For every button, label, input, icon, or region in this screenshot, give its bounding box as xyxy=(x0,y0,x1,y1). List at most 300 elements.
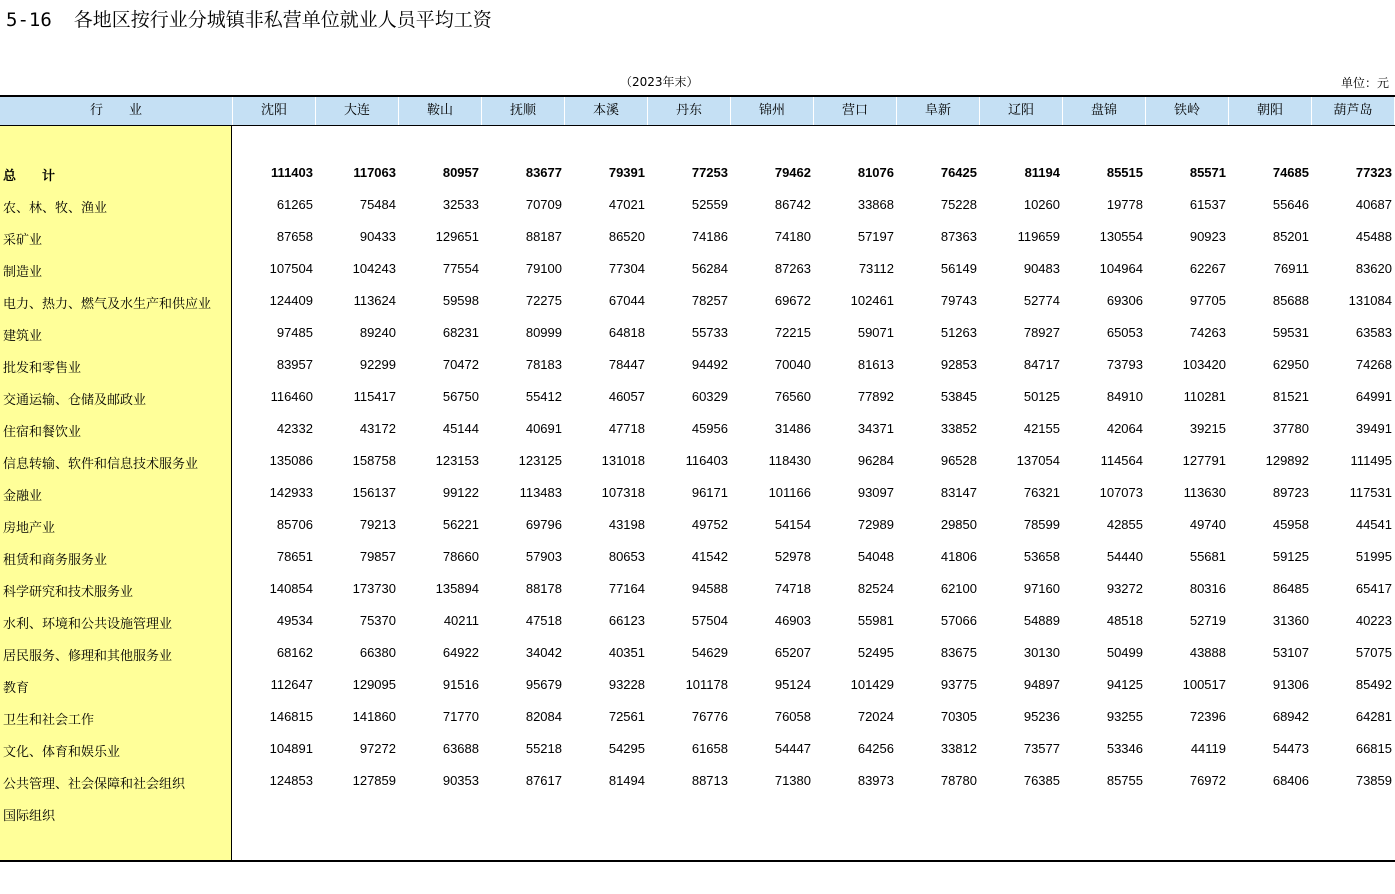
unit-label: 单位：元 xyxy=(1340,76,1389,90)
table-cell: 94897 xyxy=(1023,677,1060,692)
table-cell: 91306 xyxy=(1272,677,1309,692)
table-cell: 79462 xyxy=(774,165,811,180)
table-cell: 97272 xyxy=(359,741,396,756)
table-cell: 89723 xyxy=(1272,485,1309,500)
table-cell: 42855 xyxy=(1106,517,1143,532)
table-cell: 59531 xyxy=(1272,325,1309,340)
table-cell: 53346 xyxy=(1106,741,1143,756)
table-cell: 96284 xyxy=(857,453,894,468)
table-number: 5-16 xyxy=(6,9,52,31)
table-cell: 113483 xyxy=(519,485,562,500)
table-cell: 124409 xyxy=(269,293,313,308)
table-cell: 77892 xyxy=(857,389,894,404)
table-cell: 55681 xyxy=(1189,549,1226,564)
table-cell: 63688 xyxy=(442,741,479,756)
header-city: 沈阳 xyxy=(233,97,316,125)
table-cell: 56149 xyxy=(940,261,977,276)
table-cell: 91516 xyxy=(442,677,479,692)
table-cell: 68162 xyxy=(276,645,313,660)
table-cell: 135894 xyxy=(435,581,479,596)
table-cell: 87263 xyxy=(774,261,811,276)
table-cell: 57075 xyxy=(1355,645,1392,660)
table-cell: 39491 xyxy=(1355,421,1392,436)
table-cell: 100517 xyxy=(1182,677,1226,692)
header-industry: 行 业 xyxy=(0,97,233,125)
table-cell: 85492 xyxy=(1355,677,1392,692)
table-cell: 78660 xyxy=(442,549,479,564)
table-cell: 83147 xyxy=(940,485,977,500)
table-cell: 74186 xyxy=(691,229,728,244)
table-cell: 77304 xyxy=(608,261,645,276)
table-cell: 110281 xyxy=(1183,389,1226,404)
table-cell: 33812 xyxy=(940,741,977,756)
table-cell: 64818 xyxy=(608,325,645,340)
table-cell: 119659 xyxy=(1017,229,1060,244)
table-cell: 81494 xyxy=(608,773,645,788)
table-cell: 40223 xyxy=(1355,613,1392,628)
table-cell: 45488 xyxy=(1355,229,1392,244)
table-cell: 49752 xyxy=(691,517,728,532)
table-cell: 56221 xyxy=(442,517,479,532)
row-label: 建筑业 xyxy=(3,329,43,344)
table-cell: 90353 xyxy=(442,773,479,788)
table-cell: 85515 xyxy=(1106,165,1143,180)
table-title: 各地区按行业分城镇非私营单位就业人员平均工资 xyxy=(73,9,492,31)
table-cell: 57903 xyxy=(525,549,562,564)
row-label: 交通运输、仓储及邮政业 xyxy=(3,393,147,408)
table-cell: 53658 xyxy=(1023,549,1060,564)
table-cell: 96171 xyxy=(691,485,728,500)
table-cell: 65207 xyxy=(774,645,811,660)
table-cell: 95236 xyxy=(1023,709,1060,724)
table-cell: 52559 xyxy=(691,197,728,212)
table-cell: 71380 xyxy=(774,773,811,788)
row-label: 教育 xyxy=(3,681,30,696)
table-cell: 70305 xyxy=(940,709,977,724)
table-cell: 76385 xyxy=(1023,773,1060,788)
table-cell: 62950 xyxy=(1272,357,1309,372)
table-cell: 72024 xyxy=(857,709,894,724)
table-cell: 72215 xyxy=(774,325,811,340)
table-cell: 123125 xyxy=(518,453,562,468)
table-cell: 88178 xyxy=(525,581,562,596)
row-label: 农、林、牧、渔业 xyxy=(3,201,108,216)
table-cell: 80999 xyxy=(525,325,562,340)
table-cell: 49534 xyxy=(276,613,313,628)
header-city: 朝阳 xyxy=(1229,97,1312,125)
table-cell: 64256 xyxy=(857,741,894,756)
table-cell: 111495 xyxy=(1350,453,1392,468)
table-cell: 62100 xyxy=(940,581,977,596)
table-cell: 30130 xyxy=(1023,645,1060,660)
table-cell: 73112 xyxy=(858,261,894,276)
table-cell: 94492 xyxy=(691,357,728,372)
table-cell: 69306 xyxy=(1106,293,1143,308)
table-cell: 104964 xyxy=(1099,261,1143,276)
page-title xyxy=(6,5,492,32)
table-cell: 77164 xyxy=(608,581,645,596)
table-cell: 29850 xyxy=(940,517,977,532)
table-cell: 101178 xyxy=(685,677,728,692)
table-subtitle: （2023年末） xyxy=(620,75,699,89)
table-cell: 80653 xyxy=(608,549,645,564)
table-cell: 80957 xyxy=(442,165,479,180)
table-cell: 93228 xyxy=(608,677,645,692)
table-cell: 116460 xyxy=(270,389,313,404)
table-cell: 54154 xyxy=(774,517,811,532)
table-cell: 107318 xyxy=(601,485,645,500)
table-cell: 92299 xyxy=(359,357,396,372)
table-cell: 74180 xyxy=(774,229,811,244)
header-city: 大连 xyxy=(316,97,399,125)
table-cell: 113630 xyxy=(1183,485,1226,500)
table-cell: 43172 xyxy=(359,421,396,436)
table-cell: 59071 xyxy=(857,325,894,340)
table-cell: 33852 xyxy=(940,421,977,436)
table-cell: 112647 xyxy=(270,677,313,692)
table-cell: 81076 xyxy=(857,165,894,180)
table-cell: 130554 xyxy=(1099,229,1143,244)
table-cell: 101429 xyxy=(850,677,894,692)
table-cell: 40691 xyxy=(525,421,562,436)
table-cell: 97485 xyxy=(276,325,313,340)
header-city: 丹东 xyxy=(648,97,731,125)
table-cell: 85201 xyxy=(1272,229,1309,244)
table-cell: 60329 xyxy=(691,389,728,404)
header-city: 葫芦岛 xyxy=(1312,97,1395,125)
table-cell: 90923 xyxy=(1189,229,1226,244)
table-cell: 70040 xyxy=(774,357,811,372)
table-cell: 54440 xyxy=(1106,549,1143,564)
table-cell: 129651 xyxy=(435,229,479,244)
table-cell: 44541 xyxy=(1355,517,1392,532)
table-cell: 48518 xyxy=(1106,613,1143,628)
header-city: 阜新 xyxy=(897,97,980,125)
table-cell: 73577 xyxy=(1023,741,1060,756)
table-cell: 88713 xyxy=(691,773,728,788)
table-cell: 104891 xyxy=(269,741,313,756)
table-cell: 85706 xyxy=(276,517,313,532)
table-cell: 74685 xyxy=(1272,165,1309,180)
table-cell: 74263 xyxy=(1189,325,1226,340)
table-cell: 70709 xyxy=(525,197,562,212)
header-city: 盘锦 xyxy=(1063,97,1146,125)
row-label: 采矿业 xyxy=(3,233,43,248)
table-cell: 107504 xyxy=(269,261,313,276)
table-cell: 57504 xyxy=(691,613,728,628)
table-cell: 76911 xyxy=(1273,261,1309,276)
header-city: 鞍山 xyxy=(399,97,482,125)
table-cell: 78183 xyxy=(525,357,562,372)
table-cell: 42064 xyxy=(1106,421,1143,436)
table-cell: 103420 xyxy=(1182,357,1226,372)
table-cell: 57197 xyxy=(857,229,894,244)
table-cell: 78257 xyxy=(691,293,728,308)
row-label: 公共管理、社会保障和社会组织 xyxy=(3,777,186,792)
table-cell: 90483 xyxy=(1023,261,1060,276)
table-cell: 54048 xyxy=(857,549,894,564)
table-cell: 50499 xyxy=(1106,645,1143,660)
table-cell: 72989 xyxy=(857,517,894,532)
table-cell: 73793 xyxy=(1106,357,1143,372)
table-cell: 50125 xyxy=(1023,389,1060,404)
header-city: 锦州 xyxy=(731,97,814,125)
table-cell: 88187 xyxy=(525,229,562,244)
table-cell: 86742 xyxy=(774,197,811,212)
table-cell: 127859 xyxy=(352,773,396,788)
table-cell: 113624 xyxy=(353,293,396,308)
table-cell: 54447 xyxy=(774,741,811,756)
table-cell: 87617 xyxy=(525,773,562,788)
table-cell: 59125 xyxy=(1272,549,1309,564)
table-cell: 44119 xyxy=(1190,741,1226,756)
table-cell: 52719 xyxy=(1189,613,1226,628)
table-cell: 82524 xyxy=(857,581,894,596)
table-cell: 131084 xyxy=(1348,293,1392,308)
table-cell: 19778 xyxy=(1106,197,1143,212)
table-cell: 67044 xyxy=(608,293,645,308)
table-cell: 31486 xyxy=(774,421,811,436)
table-cell: 78927 xyxy=(1023,325,1060,340)
table-cell: 156137 xyxy=(352,485,396,500)
table-cell: 104243 xyxy=(352,261,396,276)
table-cell: 78780 xyxy=(940,773,977,788)
table-cell: 95679 xyxy=(525,677,562,692)
row-label: 居民服务、修理和其他服务业 xyxy=(3,649,173,664)
table-cell: 107073 xyxy=(1099,485,1143,500)
table-cell: 83620 xyxy=(1355,261,1392,276)
table-cell: 85571 xyxy=(1189,165,1226,180)
table-cell: 47021 xyxy=(608,197,645,212)
table-cell: 123153 xyxy=(435,453,479,468)
table-cell: 45144 xyxy=(442,421,479,436)
table-cell: 68942 xyxy=(1272,709,1309,724)
table-cell: 66815 xyxy=(1355,741,1392,756)
table-cell: 78651 xyxy=(276,549,313,564)
table-cell: 127791 xyxy=(1182,453,1226,468)
table-cell: 59598 xyxy=(442,293,479,308)
table-cell: 77554 xyxy=(442,261,479,276)
table-cell: 61537 xyxy=(1189,197,1226,212)
table-cell: 31360 xyxy=(1272,613,1309,628)
table-cell: 93097 xyxy=(857,485,894,500)
table-cell: 79100 xyxy=(525,261,562,276)
row-label: 电力、热力、燃气及水生产和供应业 xyxy=(3,297,212,312)
table-cell: 55218 xyxy=(525,741,562,756)
table-cell: 46903 xyxy=(774,613,811,628)
table-cell: 47718 xyxy=(608,421,645,436)
table-cell: 52978 xyxy=(774,549,811,564)
table-cell: 56750 xyxy=(442,389,479,404)
table-cell: 79213 xyxy=(359,517,396,532)
table-cell: 75370 xyxy=(359,613,396,628)
table-cell: 46057 xyxy=(608,389,645,404)
table-cell: 76776 xyxy=(691,709,728,724)
table-cell: 111403 xyxy=(271,165,313,180)
table-cell: 97705 xyxy=(1189,293,1226,308)
table-cell: 54295 xyxy=(608,741,645,756)
table-cell: 45956 xyxy=(691,421,728,436)
table-cell: 51995 xyxy=(1355,549,1392,564)
table-cell: 96528 xyxy=(940,453,977,468)
table-cell: 71770 xyxy=(442,709,479,724)
table-cell: 49740 xyxy=(1189,517,1226,532)
table-cell: 129892 xyxy=(1265,453,1309,468)
table-cell: 65053 xyxy=(1106,325,1143,340)
bottom-rule xyxy=(0,860,1395,862)
table-cell: 83973 xyxy=(857,773,894,788)
table-cell: 83957 xyxy=(276,357,313,372)
table-cell: 115417 xyxy=(353,389,396,404)
table-cell: 78599 xyxy=(1023,517,1060,532)
table-cell: 56284 xyxy=(691,261,728,276)
table-cell: 82084 xyxy=(525,709,562,724)
header-city: 辽阳 xyxy=(980,97,1063,125)
table-cell: 66380 xyxy=(359,645,396,660)
table-cell: 63583 xyxy=(1355,325,1392,340)
table-cell: 76972 xyxy=(1189,773,1226,788)
table-cell: 94588 xyxy=(691,581,728,596)
table-cell: 84717 xyxy=(1023,357,1060,372)
table-cell: 124853 xyxy=(269,773,313,788)
table-cell: 95124 xyxy=(774,677,811,692)
table-cell: 101166 xyxy=(768,485,811,500)
row-label: 总 计 xyxy=(3,169,56,184)
table-cell: 62267 xyxy=(1189,261,1226,276)
table-cell: 43198 xyxy=(608,517,645,532)
table-cell: 135086 xyxy=(269,453,313,468)
table-cell: 69672 xyxy=(774,293,811,308)
table-cell: 87658 xyxy=(276,229,313,244)
table-cell: 68231 xyxy=(442,325,479,340)
table-cell: 102461 xyxy=(850,293,894,308)
table-cell: 61265 xyxy=(276,197,313,212)
table-cell: 94125 xyxy=(1106,677,1143,692)
table-cell: 75484 xyxy=(359,197,396,212)
table-cell: 37780 xyxy=(1272,421,1309,436)
table-cell: 32533 xyxy=(442,197,479,212)
row-label: 科学研究和技术服务业 xyxy=(3,585,134,600)
table-cell: 89240 xyxy=(359,325,396,340)
table-cell: 54889 xyxy=(1023,613,1060,628)
table-cell: 61658 xyxy=(691,741,728,756)
table-cell: 99122 xyxy=(442,485,479,500)
table-cell: 68406 xyxy=(1272,773,1309,788)
row-label: 水利、环境和公共设施管理业 xyxy=(3,617,173,632)
table-cell: 97160 xyxy=(1023,581,1060,596)
table-cell: 92853 xyxy=(940,357,977,372)
table-header-row xyxy=(0,97,1395,126)
table-cell: 42332 xyxy=(276,421,313,436)
table-cell: 87363 xyxy=(940,229,977,244)
table-cell: 83675 xyxy=(940,645,977,660)
table-cell: 79857 xyxy=(359,549,396,564)
header-city: 本溪 xyxy=(565,97,648,125)
table-cell: 40687 xyxy=(1355,197,1392,212)
table-cell: 55646 xyxy=(1272,197,1309,212)
table-cell: 93272 xyxy=(1106,581,1143,596)
table-cell: 64991 xyxy=(1355,389,1392,404)
table-cell: 76560 xyxy=(774,389,811,404)
table-cell: 73859 xyxy=(1355,773,1392,788)
table-cell: 41806 xyxy=(940,549,977,564)
table-cell: 141860 xyxy=(352,709,396,724)
table-cell: 86520 xyxy=(608,229,645,244)
header-city: 营口 xyxy=(814,97,897,125)
table-cell: 77323 xyxy=(1355,165,1392,180)
table-cell: 131018 xyxy=(601,453,645,468)
table-cell: 43888 xyxy=(1189,645,1226,660)
table-cell: 173730 xyxy=(352,581,396,596)
table-cell: 79391 xyxy=(608,165,645,180)
table-cell: 55981 xyxy=(857,613,894,628)
table-cell: 40211 xyxy=(443,613,479,628)
table-cell: 72396 xyxy=(1189,709,1226,724)
table-cell: 140854 xyxy=(269,581,313,596)
table-cell: 52495 xyxy=(857,645,894,660)
table-cell: 51263 xyxy=(940,325,977,340)
table-cell: 158758 xyxy=(352,453,396,468)
table-cell: 34042 xyxy=(525,645,562,660)
table-cell: 85688 xyxy=(1272,293,1309,308)
table-cell: 117063 xyxy=(353,165,396,180)
table-cell: 54629 xyxy=(691,645,728,660)
table-cell: 72561 xyxy=(608,709,645,724)
table-cell: 78447 xyxy=(608,357,645,372)
header-city: 抚顺 xyxy=(482,97,565,125)
table-cell: 93775 xyxy=(940,677,977,692)
table-cell: 117531 xyxy=(1349,485,1392,500)
table-cell: 114564 xyxy=(1100,453,1143,468)
table-cell: 142933 xyxy=(269,485,313,500)
table-cell: 55733 xyxy=(691,325,728,340)
table-cell: 81613 xyxy=(857,357,894,372)
table-cell: 47518 xyxy=(525,613,562,628)
row-label: 信息转输、软件和信息技术服务业 xyxy=(3,457,199,472)
table-cell: 129095 xyxy=(352,677,396,692)
table-cell: 84910 xyxy=(1106,389,1143,404)
row-label: 文化、体育和娱乐业 xyxy=(3,745,121,760)
table-cell: 86485 xyxy=(1272,581,1309,596)
row-label: 住宿和餐饮业 xyxy=(3,425,82,440)
table-cell: 64922 xyxy=(442,645,479,660)
table-cell: 55412 xyxy=(525,389,562,404)
table-cell: 70472 xyxy=(442,357,479,372)
table-cell: 39215 xyxy=(1189,421,1226,436)
table-cell: 69796 xyxy=(525,517,562,532)
table-cell: 77253 xyxy=(691,165,728,180)
table-cell: 80316 xyxy=(1189,581,1226,596)
table-cell: 53845 xyxy=(940,389,977,404)
table-cell: 85755 xyxy=(1106,773,1143,788)
row-label: 批发和零售业 xyxy=(3,361,82,376)
table-cell: 10260 xyxy=(1023,197,1060,212)
row-label: 卫生和社会工作 xyxy=(3,713,95,728)
table-cell: 52774 xyxy=(1023,293,1060,308)
table-cell: 40351 xyxy=(608,645,645,660)
table-cell: 146815 xyxy=(269,709,313,724)
table-cell: 137054 xyxy=(1016,453,1060,468)
table-cell: 83677 xyxy=(525,165,562,180)
table-cell: 118430 xyxy=(768,453,811,468)
table-cell: 74268 xyxy=(1355,357,1392,372)
row-label: 租赁和商务服务业 xyxy=(3,553,108,568)
row-label: 金融业 xyxy=(3,489,43,504)
table-cell: 76058 xyxy=(774,709,811,724)
row-label: 房地产业 xyxy=(3,521,56,536)
table-cell: 75228 xyxy=(940,197,977,212)
table-cell: 42155 xyxy=(1023,421,1060,436)
